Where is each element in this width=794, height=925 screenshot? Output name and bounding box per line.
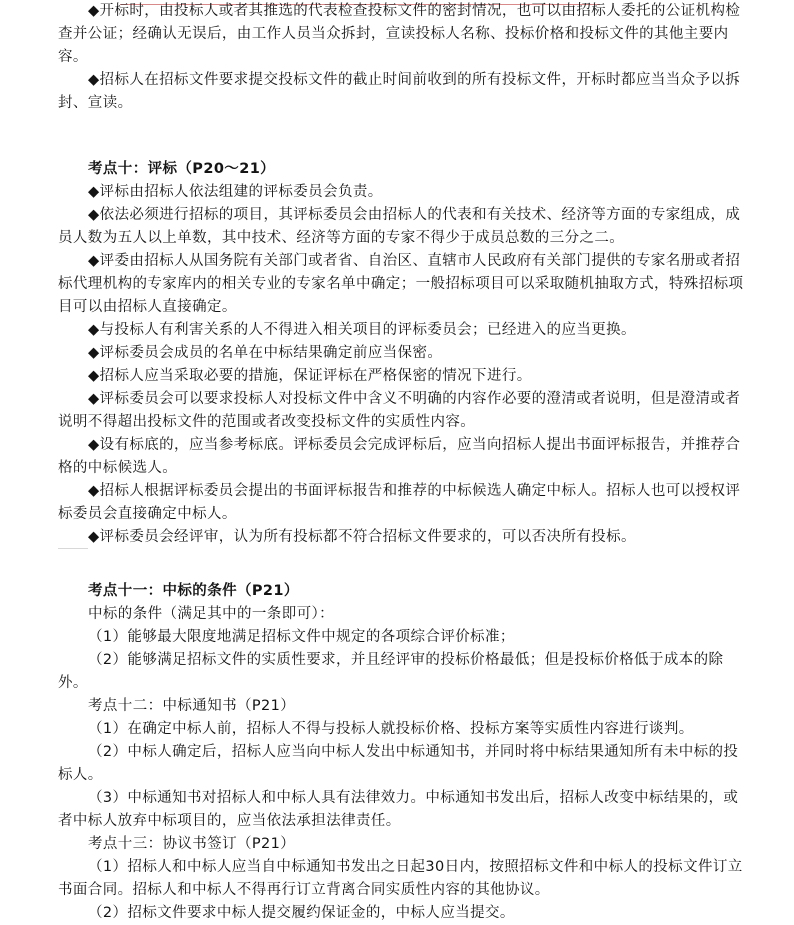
- list-item: ◆评标委员会成员的名单在中标结果确定前应当保密。: [88, 345, 443, 361]
- section-heading-11: 考点十一：中标的条件（P21）: [88, 583, 299, 599]
- paragraph-opening-unseal: ◆招标人在招标文件要求提交投标文件的截止时间前收到的所有投标文件，开标时都应当当众予以拆封、宣读。: [58, 72, 741, 111]
- list-item: ◆招标人应当采取必要的措施，保证评标在严格保密的情况下进行。: [88, 368, 532, 384]
- section-heading-13: 考点十三：协议书签订（P21）: [88, 836, 296, 852]
- list-item: ◆依法必须进行招标的项目，其评标委员会由招标人的代表和有关技术、经济等方面的专家组成，成员人数为五人以上单数，其中技术、经济等方面的专家不得少于成员总数的三分之二。: [58, 207, 741, 246]
- section-heading-12: 考点十二：中标通知书（P21）: [88, 698, 296, 714]
- list-item: （2）中标人确定后，招标人应当向中标人发出中标通知书，并同时将中标结果通知所有未中标的投标人。: [58, 744, 739, 783]
- list-item: （2）招标文件要求中标人提交履约保证金的，中标人应当提交。: [88, 905, 515, 921]
- list-item: ◆评标委员会经评审，认为所有投标都不符合招标文件要求的，可以否决所有投标。: [88, 529, 636, 545]
- section-heading-10: 考点十：评标（P20～21）: [88, 161, 276, 177]
- list-item: （1）招标人和中标人应当自中标通知书发出之日起30日内，按照招标文件和中标人的投标文件订立书面合同。招标人和中标人不得再行订立背离合同实质性内容的其他协议。: [58, 859, 743, 898]
- list-item: （2）能够满足招标文件的实质性要求，并且经评审的投标价格最低；但是投标价格低于成本的除外。: [58, 652, 724, 691]
- divider: [58, 548, 88, 549]
- list-item: ◆评标委员会可以要求投标人对投标文件中含义不明确的内容作必要的澄清或者说明，但是澄清或者说明不得超出投标文件的范围或者改变投标文件的实质性内容。: [58, 391, 741, 430]
- list-item: （1）能够最大限度地满足招标文件中规定的各项综合评价标准；: [88, 629, 515, 645]
- list-item: （3）中标通知书对招标人和中标人具有法律效力。中标通知书发出后，招标人改变中标结果的，或者中标人放弃中标项目的，应当依法承担法律责任。: [58, 790, 739, 829]
- list-item: （1）在确定中标人前，招标人不得与投标人就投标价格、投标方案等实质性内容进行谈判。: [88, 721, 694, 737]
- list-item: ◆评委由招标人从国务院有关部门或者省、自治区、直辖市人民政府有关部门提供的专家名册或者招标代理机构的专家库内的相关专业的专家名单中确定；一般招标项目可以采取随机抽取方式，特殊招标项目可以由招标人直接确定。: [58, 253, 744, 315]
- list-item: ◆招标人根据评标委员会提出的书面评标报告和推荐的中标候选人确定中标人。招标人也可以授权评标委员会直接确定中标人。: [58, 483, 741, 522]
- paragraph-opening-check: ◆开标时，由投标人或者其推选的代表检查投标文件的密封情况，也可以由招标人委托的公证机构检查并公证；经确认无误后，由工作人员当众拆封，宣读投标人名称、投标价格和投标文件的其他主要内容。: [58, 3, 741, 65]
- list-item: ◆评标由招标人依法组建的评标委员会负责。: [88, 184, 383, 200]
- section-intro: 中标的条件（满足其中的一条即可）：: [88, 606, 335, 622]
- list-item: ◆与投标人有利害关系的人不得进入相关项目的评标委员会；已经进入的应当更换。: [88, 322, 636, 338]
- list-item: ◆设有标底的，应当参考标底。评标委员会完成评标后，应当向招标人提出书面评标报告，并推荐合格的中标候选人。: [58, 437, 741, 476]
